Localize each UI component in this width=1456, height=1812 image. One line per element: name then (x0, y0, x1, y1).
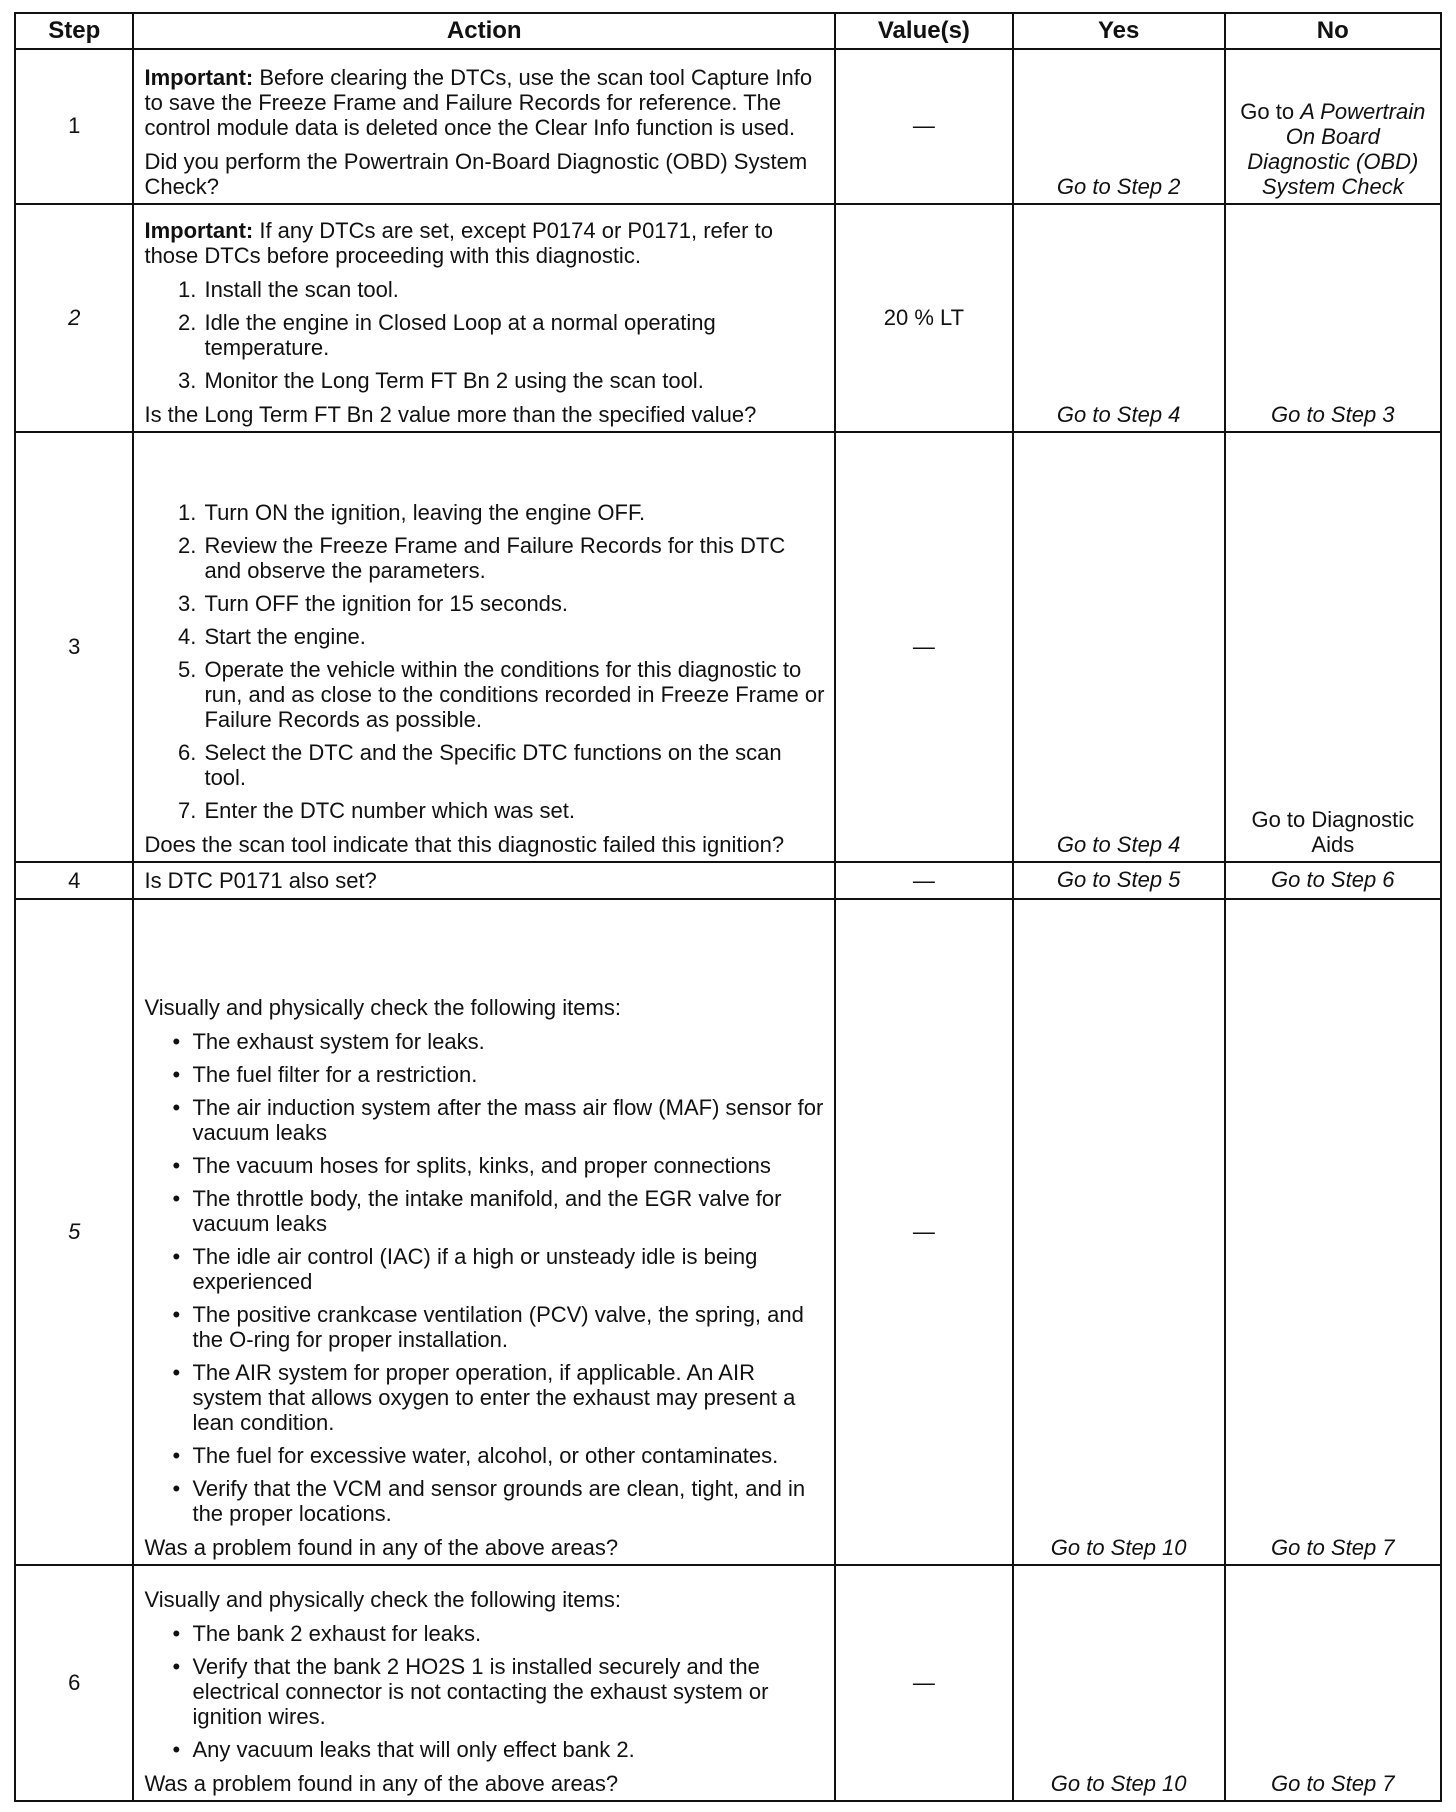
numbered-list (144, 500, 826, 823)
table-row (15, 204, 1441, 433)
intro-text: Visually and physically check the following items: (144, 1587, 621, 1612)
bullet-list (144, 1029, 826, 1526)
no-link[interactable]: Go to Step 6 (1225, 862, 1441, 899)
no-target: A Powertrain On Board Diagnostic (OBD) System Check (1247, 98, 1426, 199)
list-item: • The positive crankcase ventilation (PCV) valve, the spring, and the O-ring for proper installation. (192, 1302, 826, 1352)
list-item: 2. Idle the engine in Closed Loop at a normal operating temperature. (202, 310, 826, 360)
no-link[interactable]: Go to Step 3 (1225, 204, 1441, 433)
step-number: 3 (15, 432, 133, 862)
no-link[interactable] (1225, 49, 1441, 204)
important-text: Before clearing the DTCs, use the scan tool Capture Info to save the Freeze Frame and Failure Records for reference. The control module data is deleted once the Clear Info function is used. (144, 64, 813, 140)
list-item: 1. Install the scan tool. (202, 277, 826, 302)
yes-link[interactable]: Go to Step 4 (1013, 432, 1225, 862)
no-link[interactable]: Go to Step 7 (1225, 1565, 1441, 1801)
list-item: 4. Start the engine. (202, 624, 826, 649)
list-item: • The fuel for excessive water, alcohol, or other contaminates. (192, 1443, 826, 1468)
important-label: Important: (144, 64, 254, 90)
yes-link[interactable]: Go to Step 4 (1013, 204, 1225, 433)
diagnostic-table (14, 12, 1442, 1802)
important-text: If any DTCs are set, except P0174 or P0171, refer to those DTCs before proceeding with this diagnostic. (144, 218, 773, 269)
yes-link[interactable]: Go to Step 5 (1013, 862, 1225, 899)
list-item: • Verify that the VCM and sensor grounds are clean, tight, and in the proper locations. (192, 1476, 826, 1526)
list-item: • The bank 2 exhaust for leaks. (192, 1621, 826, 1646)
table-row (15, 1565, 1441, 1801)
value-cell: — (835, 899, 1013, 1565)
action-cell (133, 49, 835, 204)
action-cell (133, 862, 835, 899)
question-text: Did you perform the Powertrain On-Board Diagnostic (OBD) System Check? (144, 148, 808, 199)
step-number: 1 (15, 49, 133, 204)
action-cell (133, 432, 835, 862)
intro-text: Visually and physically check the following items: (144, 994, 621, 1020)
value-cell: 20 % LT (835, 204, 1013, 433)
action-cell (133, 1565, 835, 1801)
step-number: 6 (15, 1565, 133, 1801)
list-item: • The fuel filter for a restriction. (192, 1062, 826, 1087)
yes-link[interactable]: Go to Step 10 (1013, 1565, 1225, 1801)
important-label: Important: (144, 218, 254, 244)
list-item: • The AIR system for proper operation, if applicable. An AIR system that allows oxygen to enter the exhaust may present a lean condition. (192, 1360, 826, 1435)
question-text: Was a problem found in any of the above areas? (144, 1771, 619, 1796)
list-item: 6. Select the DTC and the Specific DTC functions on the scan tool. (202, 740, 826, 790)
no-prefix: Go to (1240, 98, 1301, 124)
no-link[interactable]: Go to Diagnostic Aids (1225, 432, 1441, 862)
list-item: 1. Turn ON the ignition, leaving the engine OFF. (202, 500, 826, 525)
header-row (15, 13, 1441, 49)
header-yes: Yes (1013, 13, 1225, 49)
list-item: • Verify that the bank 2 HO2S 1 is installed securely and the electrical connector is not contacting the exhaust system or ignition wires. (192, 1654, 826, 1729)
value-cell: — (835, 862, 1013, 899)
header-step: Step (15, 13, 133, 49)
table-row (15, 862, 1441, 899)
list-item: • The air induction system after the mass air flow (MAF) sensor for vacuum leaks (192, 1095, 826, 1145)
list-item: • The throttle body, the intake manifold, and the EGR valve for vacuum leaks (192, 1186, 826, 1236)
list-item: • The idle air control (IAC) if a high or unsteady idle is being experienced (192, 1244, 826, 1294)
step-number: 2 (15, 204, 133, 433)
list-item: 7. Enter the DTC number which was set. (202, 798, 826, 823)
table-row (15, 432, 1441, 862)
value-cell: — (835, 1565, 1013, 1801)
important-note (144, 65, 826, 140)
list-item: 2. Review the Freeze Frame and Failure Records for this DTC and observe the parameters. (202, 533, 826, 583)
action-cell (133, 204, 835, 433)
header-action: Action (133, 13, 835, 49)
list-item: 5. Operate the vehicle within the conditions for this diagnostic to run, and as close to the conditions recorded in Freeze Frame or Failure Records as possible. (202, 657, 826, 732)
step-number: 4 (15, 862, 133, 899)
step-number: 5 (15, 899, 133, 1565)
list-item: • The exhaust system for leaks. (192, 1029, 826, 1054)
no-link[interactable]: Go to Step 7 (1225, 899, 1441, 1565)
list-item: • Any vacuum leaks that will only effect bank 2. (192, 1737, 826, 1762)
table-row (15, 49, 1441, 204)
question-text: Is the Long Term FT Bn 2 value more than the specified value? (144, 402, 757, 428)
action-cell (133, 899, 835, 1565)
important-note (144, 218, 826, 268)
question-text: Does the scan tool indicate that this diagnostic failed this ignition? (144, 832, 785, 858)
header-no: No (1225, 13, 1441, 49)
list-item: • The vacuum hoses for splits, kinks, and proper connections (192, 1153, 826, 1178)
header-values: Value(s) (835, 13, 1013, 49)
question-text: Is DTC P0171 also set? (144, 868, 377, 894)
bullet-list (144, 1621, 826, 1762)
yes-link[interactable]: Go to Step 2 (1013, 49, 1225, 204)
table-row (15, 899, 1441, 1565)
question-text: Was a problem found in any of the above areas? (144, 1534, 619, 1560)
value-cell: — (835, 432, 1013, 862)
value-cell: — (835, 49, 1013, 204)
list-item: 3. Turn OFF the ignition for 15 seconds. (202, 591, 826, 616)
numbered-list (144, 277, 826, 393)
yes-link[interactable]: Go to Step 10 (1013, 899, 1225, 1565)
list-item: 3. Monitor the Long Term FT Bn 2 using the scan tool. (202, 368, 826, 393)
